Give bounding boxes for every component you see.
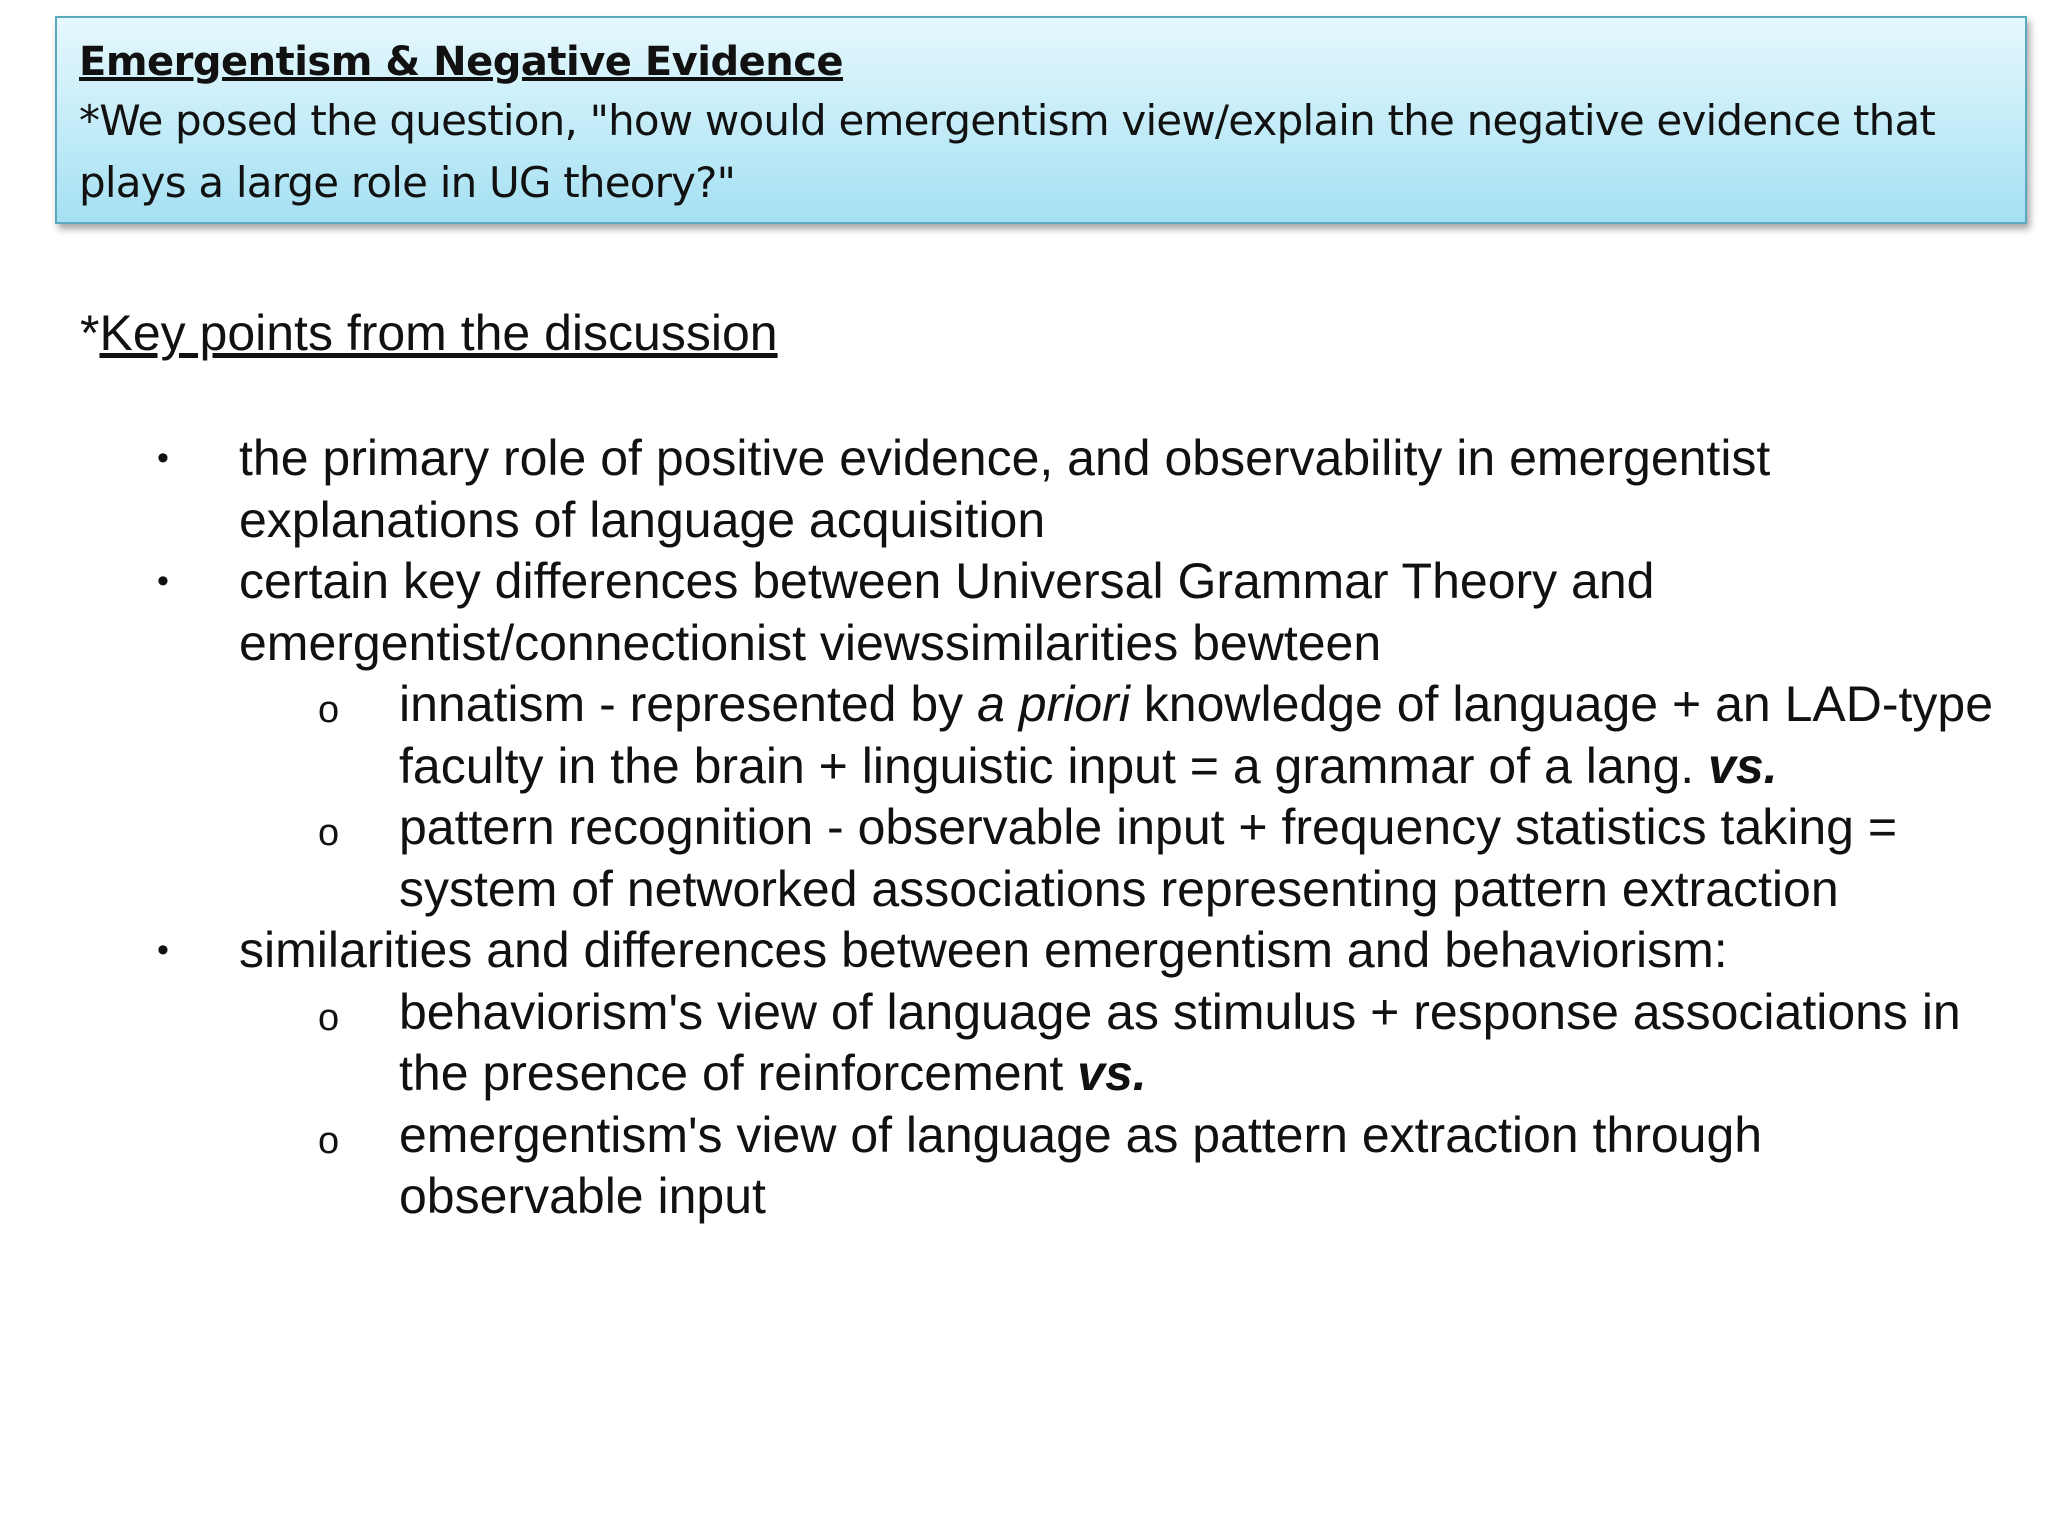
behaviorism-text: behaviorism's view of language as stimulus + response associations in the presence of reinforcement bbox=[399, 983, 1961, 1101]
list-item-text: emergentism's view of language as pattern extraction through observable input bbox=[399, 1106, 1763, 1224]
posed-question: *We posed the question, "how would emergentism view/explain the negative evidence that plays a large role in UG theory?" bbox=[79, 96, 1936, 207]
sub-list-item bbox=[0, 982, 2048, 1105]
sub-list-item bbox=[0, 674, 2048, 797]
bullet-list bbox=[0, 428, 2048, 1228]
list-item-text: certain key differences between Universal Grammar Theory and emergentist/connectionist viewssimilarities bewteen bbox=[239, 553, 1655, 671]
hollow-bullet-icon: o bbox=[318, 812, 340, 854]
versus-emphasis: vs. bbox=[1708, 737, 1778, 794]
hollow-bullet-icon: o bbox=[318, 996, 340, 1039]
innatism-text-rest: knowledge of language + an LAD-type faculty in the brain + linguistic input = a grammar of a lang. bbox=[399, 676, 1994, 794]
list-item-text bbox=[399, 674, 2009, 797]
list-item-text: the primary role of positive evidence, and observability in emergentist explanations of language acquisition bbox=[239, 430, 1771, 548]
list-item-text: pattern recognition - observable input + frequency statistics taking = system of networked associations representing pattern extraction bbox=[399, 799, 1898, 917]
filled-bullet-icon: • bbox=[157, 562, 169, 600]
list-item-text bbox=[399, 982, 2009, 1105]
hollow-bullet-icon: o bbox=[318, 1119, 340, 1162]
list-item bbox=[0, 551, 2048, 674]
list-item bbox=[0, 920, 2048, 982]
key-points-prefix: * bbox=[80, 305, 100, 361]
key-points-heading-text: Key points from the discussion bbox=[99, 305, 778, 361]
hollow-bullet-icon: o bbox=[318, 689, 340, 731]
sub-list-item bbox=[0, 797, 2048, 920]
filled-bullet-icon: • bbox=[157, 931, 169, 969]
filled-bullet-icon: • bbox=[157, 439, 169, 477]
innatism-text: innatism - represented by bbox=[399, 676, 978, 732]
key-points-heading bbox=[80, 303, 778, 363]
slide-title: Emergentism & Negative Evidence bbox=[79, 39, 844, 85]
versus-emphasis: vs. bbox=[1077, 1045, 1147, 1101]
list-item-text: similarities and differences between emergentism and behaviorism: bbox=[239, 922, 1728, 978]
sub-list-item bbox=[0, 1105, 2048, 1228]
a-priori-term: a priori bbox=[977, 676, 1130, 732]
list-item bbox=[0, 428, 2048, 551]
header-box bbox=[55, 16, 2027, 224]
